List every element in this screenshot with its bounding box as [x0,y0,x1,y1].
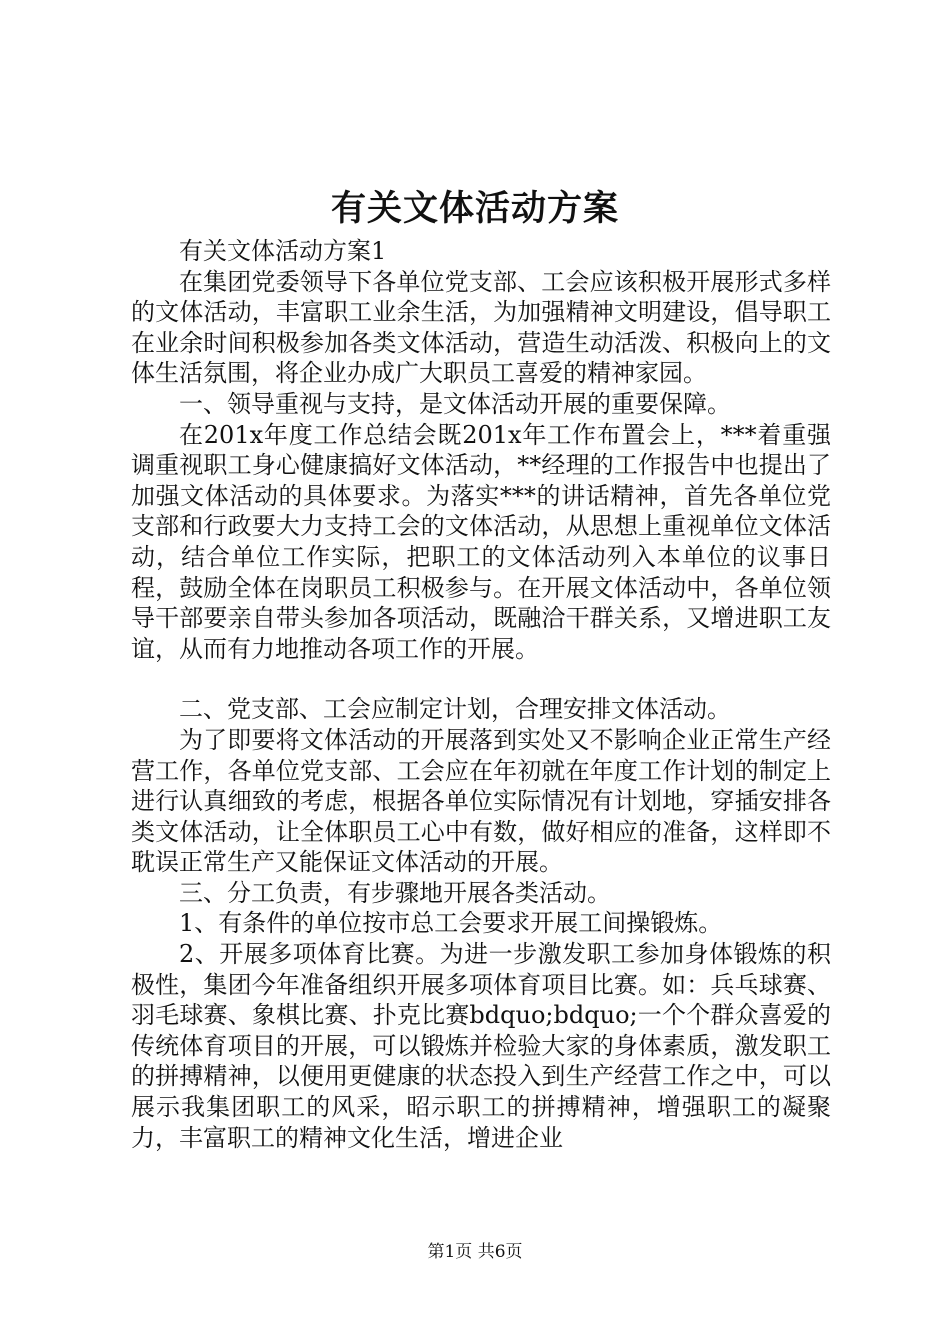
list-item-2: 2、开展多项体育比赛。为进一步激发职工参加身体锻炼的积极性，集团今年准备组织开展多项体育项目比赛。如：兵乓球赛、羽毛球赛、象棋比赛、扑克比赛bdquo;bdquo;一个个群众喜爱的传统体育项目的开展，可以锻炼并检验大家的身体素质，激发职工的拼搏精神，以便用更健康的状态投入到生产经营工作之中，可以展示我集团职工的风采，昭示职工的拼搏精神，增强职工的凝聚力，丰富职工的精神文化生活，增进企业 [131,940,831,1152]
section-heading-1: 一、领导重视与支持，是文体活动开展的重要保障。 [179,389,731,418]
section-heading-2: 二、党支部、工会应制定计划，合理安排文体活动。 [179,695,731,724]
document-body [131,236,831,1153]
section-heading-3: 三、分工负责，有步骤地开展各类活动。 [179,878,611,907]
document-title: 有关文体活动方案 [330,188,619,229]
section-heading-plan-1: 有关文体活动方案1 [179,237,387,265]
section-1-paragraph: 在201x年度工作总结会既201x年工作布置会上，***着重强调重视职工身心健康搞好文体活动，**经理的工作报告中也提出了加强文体活动的具体要求。为落实***的讲话精神，首先各单位党支部和行政要大力支持工会的文体活动，从思想上重视单位文体活动，结合单位工作实际，把职工的文体活动列入本单位的议事日程，鼓励全体在岗职员工积极参与。在开展文体活动中，各单位领导干部要亲自带头参加各项活动，既融洽干群关系，又增进职工友谊，从而有力地推动各项工作的开展。 [131,420,831,663]
section-2-paragraph: 为了即要将文体活动的开展落到实处又不影响企业正常生产经营工作，各单位党支部、工会应在年初就在年度工作计划的制定上进行认真细致的考虑，根据各单位实际情况有计划地，穿插安排各类文体活动，让全体职员工心中有数，做好相应的准备，这样即不耽误正常生产又能保证文体活动的开展。 [131,725,831,877]
page-footer: 第1页 共6页 [427,1242,523,1262]
intro-paragraph: 在集团党委领导下各单位党支部、工会应该积极开展形式多样的文体活动，丰富职工业余生活，为加强精神文明建设，倡导职工在业余时间积极参加各类文体活动，营造生动活泼、积极向上的文体生活氛围，将企业办成广大职员工喜爱的精神家园。 [131,267,831,388]
list-item-1: 1、有条件的单位按市总工会要求开展工间操锻炼。 [179,909,723,938]
